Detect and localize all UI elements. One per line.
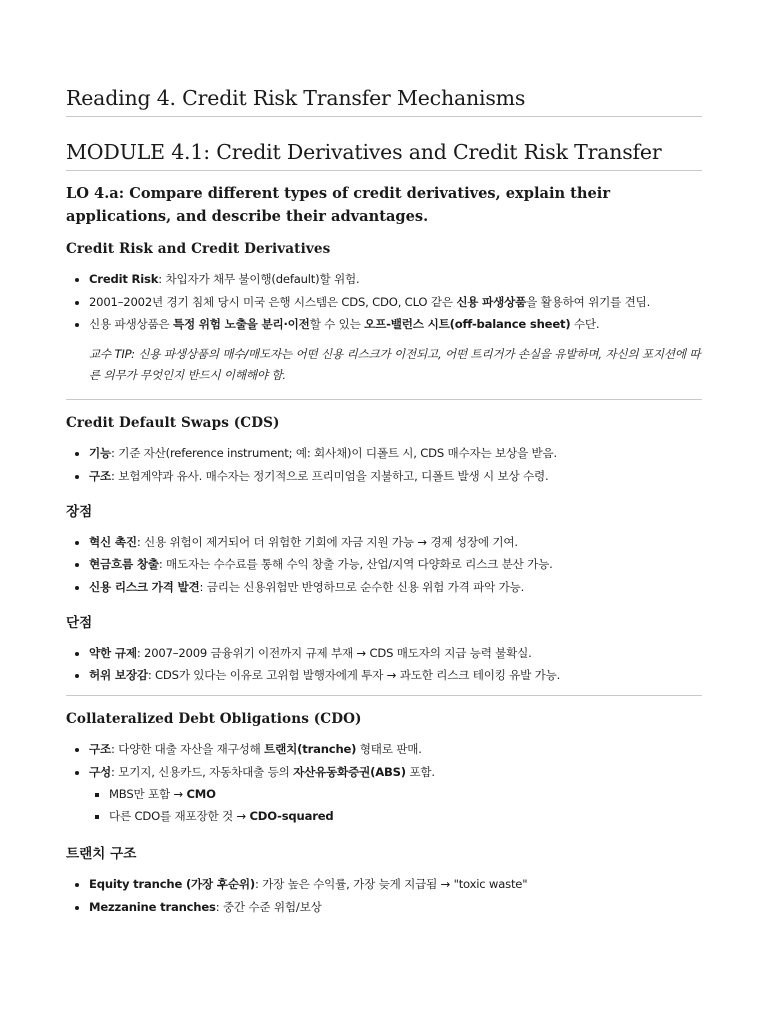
list-item: • 2001–2002년 경기 침체 당시 미국 은행 시스템은 CDS, CDO, CLO 같은 신용 파생상품을 활용하여 위기를 견딤. bbox=[89, 292, 702, 313]
list-item: ▪ MBS만 포함 → CMO bbox=[109, 784, 702, 805]
cdo-list bbox=[66, 739, 702, 827]
list-item: • 구조: 다양한 대출 자산을 재구성해 트랜치(tranche) 형태로 판매. bbox=[89, 739, 702, 760]
list-item: • 기능: 기준 자산(reference instrument; 예: 회사채)이 디폴트 시, CDS 매수자는 보상을 받음. bbox=[89, 443, 702, 464]
cds-list bbox=[66, 443, 702, 487]
list-item: • Credit Risk: 차입자가 채무 불이행(default)할 위험. bbox=[89, 269, 702, 290]
divider bbox=[66, 399, 702, 400]
cdo-sublist bbox=[89, 784, 702, 828]
list-item: • 혁신 촉진: 신용 위험이 제거되어 더 위험한 기회에 자금 지원 가능 → 경제 성장에 기여. bbox=[89, 532, 702, 553]
tranche-heading: 트랜치 구조 bbox=[66, 846, 137, 862]
reading-title: Reading 4. Credit Risk Transfer Mechanisms bbox=[66, 86, 702, 117]
pros-heading: 장점 bbox=[66, 503, 93, 520]
cons-heading: 단점 bbox=[66, 614, 93, 631]
module-title: MODULE 4.1: Credit Derivatives and Credit Risk Transfer bbox=[66, 140, 702, 171]
list-item: ▪ 다른 CDO를 재포장한 것 → CDO-squared bbox=[109, 806, 702, 827]
divider bbox=[66, 695, 702, 696]
list-item: • Mezzanine tranches: 중간 수준 위험/보상 bbox=[89, 897, 702, 918]
list-item: • 구조: 보험계약과 유사. 매수자는 정기적으로 프리미엄을 지불하고, 디폴트 발생 시 보상 수령. bbox=[89, 466, 702, 487]
cons-list bbox=[66, 643, 702, 687]
tranche-list bbox=[66, 874, 702, 918]
section-heading-cdo: Collateralized Debt Obligations (CDO) bbox=[66, 711, 362, 727]
pros-list bbox=[66, 532, 702, 598]
list-item: • Equity tranche (가장 후순위): 가장 높은 수익률, 가장 늦게 지급됨 → "toxic waste" bbox=[89, 874, 702, 895]
list-item: • 신용 파생상품은 특정 위험 노출을 분리·이전할 수 있는 오프-밸런스 시트(off-balance sheet) 수단. bbox=[89, 314, 702, 335]
section-heading-cds: Credit Default Swaps (CDS) bbox=[66, 415, 280, 431]
list-item: • 신용 리스크 가격 발견: 금리는 신용위험만 반영하므로 순수한 신용 위험 가격 파악 가능. bbox=[89, 577, 702, 598]
list-item: • 허위 보장감: CDS가 있다는 이유로 고위험 발행자에게 투자 → 과도한 리스크 테이킹 유발 가능. bbox=[89, 665, 702, 686]
list-item: • 현금흐름 창출: 매도자는 수수료를 통해 수익 창출 가능, 산업/지역 다양화로 리스크 분산 가능. bbox=[89, 554, 702, 575]
list-item: • 구성: 모기지, 신용카드, 자동차대출 등의 자산유동화증권(ABS) 포함. ▪ MBS만 포함 → CMO ▪ 다른 CDO를 재포장한 것 → CDO-squared bbox=[89, 762, 702, 828]
learning-objective: LO 4.a: Compare different types of credit derivatives, explain their applications, and describe their advantages. bbox=[66, 185, 611, 225]
professor-tip: 교수 TIP: 신용 파생상품의 매수/매도자는 어떤 신용 리스크가 이전되고, 어떤 트리거가 손실을 유발하며, 자신의 포지션에 따른 의무가 무엇인지 반드시 이해해야 함. bbox=[89, 347, 701, 382]
section-heading-credit-risk: Credit Risk and Credit Derivatives bbox=[66, 241, 331, 257]
list-item: • 약한 규제: 2007–2009 금융위기 이전까지 규제 부재 → CDS 매도자의 지급 능력 불확실. bbox=[89, 643, 702, 664]
credit-risk-list bbox=[66, 269, 702, 335]
